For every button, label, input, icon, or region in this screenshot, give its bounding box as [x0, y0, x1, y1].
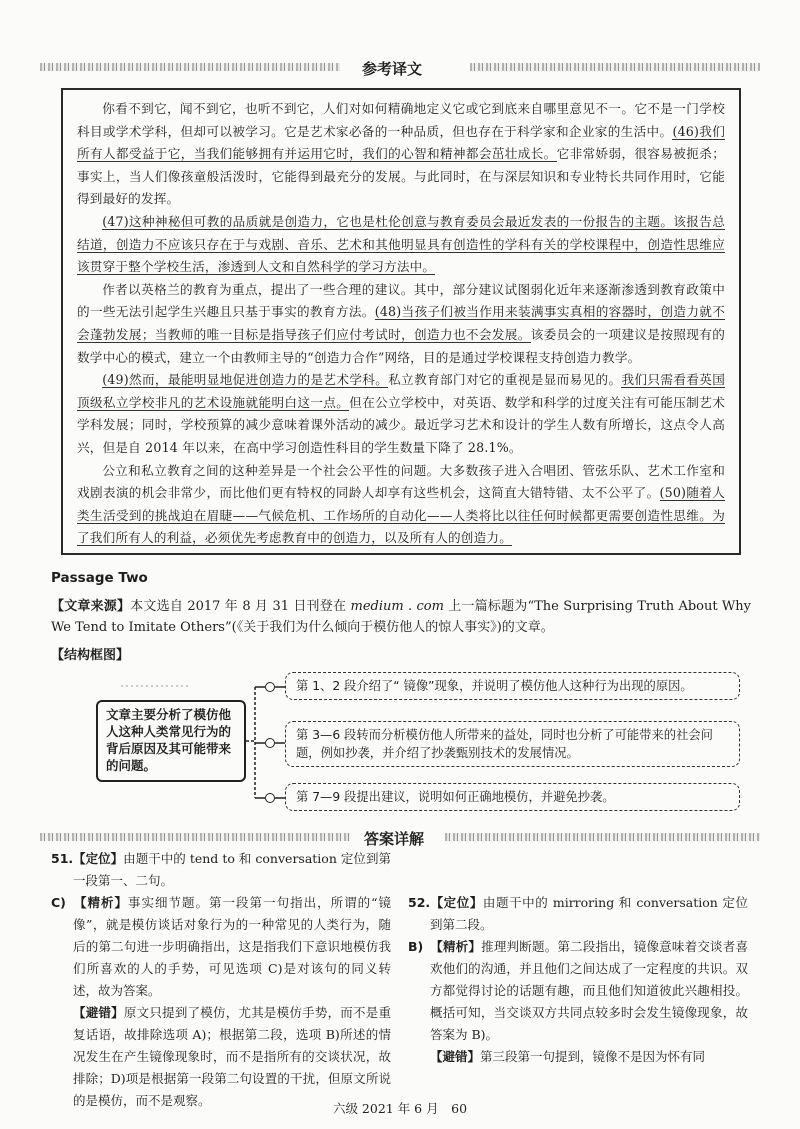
article-source: 【文章来源】本文选自 2017 年 8 月 31 日刊登在 medium . com 上一篇标题为“The Surprising Truth About Why We Tend to Imitate Others”(《关于我们为什么倾向于模仿他人的惊人事实》)的文章。 [51, 599, 751, 635]
source-label: 【文章来源】 [51, 599, 131, 614]
passage-heading: Passage Two [51, 570, 148, 586]
banner-scan-noise-right [470, 63, 760, 71]
q51-analysis: C) 【精析】事实细节题。第一段第一句指出，所谓的“镜像”，就是模仿谈话对象行为的一种常见的人类行为，随后的第二句进一步明确指出，这是指我们下意识地模仿我们所喜欢的人的手势，可见选项 C)是对该句的同义转述，故为答案。 [51, 892, 391, 1002]
translation-paragraph-1: 你看不到它，闻不到它，也听不到它，人们对如何精确地定义它或它到底来自哪里意见不一。它不是一门学校科目或学术学科，但却可以被学习。它是艺术家必备的一种品质，但也存在于科学家和企业家的生活中。(46)我们所有人都受益于它，当我们能够拥有并运用它时，我们的心智和精神都会茁壮成长。它非常娇弱，很容易被扼杀；事实上，当人们像孩童般活泼时，它能得到最充分的发展。与此同时，在与深层知识和专业特长共同作用时，它能得到最好的发挥。 [77, 101, 725, 207]
translation-paragraph-5: 公立和私立教育之间的这种差异是一个社会公平性的问题。大多数孩子进入合唱团、管弦乐队、艺术工作室和戏剧表演的机会非常少，而比他们更有特权的同龄人却享有这些机会，这简直大错特错、太不公平了。(50)随着人类生活受到的挑战迫在眉睫——气候危机、工作场所的自动化——人类将比以往任何时候都更需要创造性思维。为了我们所有人的利益，必须优先考虑教育中的创造力，以及所有人的创造力。 [77, 462, 726, 546]
framework-label: 【结构框图】 [51, 648, 130, 663]
translation-paragraph-3: 作者以英格兰的教育为重点，提出了一些合理的建议。其中，部分建议试图弱化近年来逐渐渗透到教育政策中的一些无法引起学生兴趣且只基于事实的教育方法。(48)当孩子们被当作用来装满事实真相的容器时，创造力就不会蓬勃发展；当教师的唯一目标是指导孩子们应付考试时，创造力也不会发展。该委员会的一项建议是按照现有的数学中心的模式，建立一个由教师主导的“创造力合作”网络，目的是通过学校课程支持创造力教学。 [77, 281, 726, 365]
q52-number: 52. [408, 895, 431, 910]
translation-question-47: (47)这种神秘但可教的品质就是创造力，它也是杜伦创意与教育委员会最近发表的一份报告的主题。该报告总结道，创造力不应该只存在于与戏剧、音乐、艺术和其他明显具有创造性的学科有关的学校课程中，创造性思维应该贯穿于整个学校生活，渗透到人文和自然科学的学习方法中。 [77, 213, 725, 275]
translation-question-50: (50)随着人类生活受到的挑战迫在眉睫——气候危机、工作场所的自动化——人类将比以往任何时候都更需要创造性思维。为了我们所有人的利益，必须优先考虑教育中的创造力，以及所有人的创造力。 [77, 485, 726, 546]
page-footer: 六级 2021 年 6 月 60 [332, 1101, 468, 1116]
q52-analysis: B) 【精析】推理判断题。第二段指出，镜像意味着交谈者喜欢他们的沟通，并且他们之间达成了一定程度的共识。双方都觉得讨论的话题有趣，而且他们知道彼此兴趣相投。概括可知，当交谈双方共同点较多时会发生镜像现象，故答案为 B)。 [408, 936, 748, 1046]
q51-locate: 51.【定位】由题干中的 tend to 和 conversation 定位到第一段第一、二句。 [51, 848, 391, 892]
source-site: medium . com [350, 599, 444, 614]
framework-point-1: 第 1、2 段介绍了“ 镜像”现象，并说明了模仿他人这种行为出现的原因。 [285, 672, 740, 700]
translation-box [61, 88, 741, 555]
point-1-bullet-icon [265, 682, 275, 692]
answers-left-column [51, 848, 391, 1112]
answers-right-column [408, 848, 748, 1068]
answers-scan-noise-left [40, 833, 350, 841]
banner-scan-noise-left [40, 63, 340, 71]
q51-number: 51. [51, 851, 74, 866]
framework-point-3: 第 7—9 段提出建议，说明如何正确地模仿，并避免抄袭。 [285, 783, 740, 811]
answers-banner [40, 828, 760, 848]
translation-question-49: (49)然而，最能明显地促进创造力的是艺术学科。 [102, 372, 389, 388]
translation-paragraph-2 [77, 211, 725, 279]
answers-scan-noise-right [445, 833, 760, 841]
framework-point-2: 第 3—6 段转而分析模仿他人所带来的益处，同时也分析了可能带来的社会问题，例如抄袭，并介绍了抄袭甄别技术的发展情况。 [285, 721, 740, 767]
translation-question-48: (48)当孩子们被当作用来装满事实真相的容器时，创造力就不会蓬勃发展；当教师的唯一目标是指导孩子们应付考试时，创造力也不会发展。 [77, 304, 725, 342]
point-2-bullet-icon [265, 738, 275, 748]
translation-banner [40, 58, 760, 78]
translation-question-46: (46)我们所有人都受益于它，当我们能够拥有并运用它时，我们的心智和精神都会茁壮成长。 [77, 123, 725, 162]
q52-answer: B) [408, 939, 424, 954]
translation-title: 参考译文 [356, 58, 428, 79]
framework-main-box: 文章主要分析了模仿他人这种人类常见行为的背后原因及其可能带来的问题。 [96, 700, 246, 782]
structure-diagram [51, 660, 751, 825]
point-3-bullet-icon [265, 793, 275, 803]
q51-answer: C) [51, 895, 66, 910]
q52-avoid-error: 【避错】第三段第一句提到，镜像不是因为怀有同 [430, 1049, 706, 1064]
answers-title: 答案详解 [358, 828, 430, 849]
q51-avoid-error: 【避错】原文只提到了模仿，尤其是模仿手势，而不是重复话语，故排除选项 A)；根据第二段，选项 B)所述的情况发生在产生镜像现象时，而不是指所有的交谈状况，故排除；D)项是根据第一段第二句设置的干扰，但原文所说的是模仿，而不是观察。 [73, 1005, 391, 1108]
q52-locate: 52.【定位】由题干中的 mirroring 和 conversation 定位到第二段。 [408, 892, 748, 936]
translation-paragraph-4: (49)然而，最能明显地促进创造力的是艺术学科。私立教育部门对它的重视是显而易见的。我们只需看看英国顶级私立学校非凡的艺术设施就能明白这一点。但在公立学校中，对英语、数学和科学的过度关注有可能压制艺术学科发展；同时，学校预算的减少意味着课外活动的减少。最近学习艺术和设计的学生人数有所增长，这点令人高兴，但是自 2014 年以来，在高中学习创造性科目的学生数量下降了 28.1%。 [77, 372, 725, 455]
